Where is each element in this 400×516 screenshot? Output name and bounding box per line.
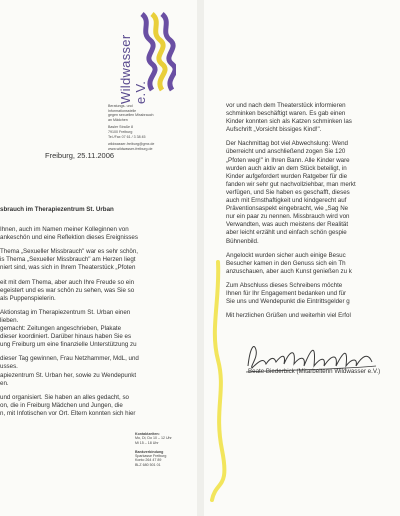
contact-line: Mo, Di, Do 10 – 12 Uhr — [135, 436, 172, 441]
org-address-line: wildwasser-freiburg@gmx.de — [108, 142, 155, 147]
org-address-line: www.wildwasser-freiburg.de — [108, 146, 153, 151]
left-body-line: Ihnen, auch im Namen meiner Kolleginnen von — [0, 226, 129, 234]
signature-caption: Beate Biederbick (Mitarbeiterin Wildwasser e.V.) — [248, 368, 381, 375]
left-body-line: ankeschön und eine Reflektion dieses Ereignisses — [0, 234, 138, 242]
right-body-line: Zum Abschluss dieses Schreibens möchte — [226, 281, 343, 289]
right-body-line: wurden auch aktiv an dem Stück beteiligt, in — [226, 164, 347, 172]
right-body-line: „Pfoten weg!" in Ihren Bann. Alle Kinder ware — [226, 156, 350, 164]
right-body-line: nur ein paar zu nennen. Missbrauch wird von — [226, 213, 350, 221]
org-address-line: Tel./Fax 07 61 / 3 38 45 — [108, 134, 146, 139]
right-body-line: Der Nachmittag bot viel Abwechslung: Wend — [226, 140, 348, 148]
right-body-line: fanden wir sehr gut nachvollziehbar, man merkt — [226, 180, 356, 188]
letter-body-right — [226, 102, 400, 320]
right-body-line: Mit herzlichen Grüßen und weiterhin viel Erfol — [226, 312, 351, 320]
right-body-line: schminken beschäftigt waren. Es gab einen — [226, 110, 346, 118]
right-body-line: überreicht und anschließend zogen Sie 120 — [226, 148, 346, 156]
letter-right-page — [204, 0, 400, 516]
org-address-line: Informationsstelle — [108, 108, 137, 113]
left-body-line: usses. — [0, 363, 18, 371]
logo-wordmark: Wildwasser e.V. — [118, 34, 148, 104]
right-body-line: Kinder aufgefordert wurden Ratgeber für die — [226, 172, 348, 180]
organization-address-block — [108, 104, 194, 151]
left-body-line: niert sind, was sich in Ihrem Theaterstück „Pfoten — [0, 264, 136, 272]
org-address-line: an Mädchen — [108, 117, 128, 122]
left-body-line: Aktionstag im Therapiezentrum St. Urban einen — [0, 308, 131, 316]
left-body-line: eit mit dem Thema, aber auch Ihre Freude so ein — [0, 278, 135, 286]
left-body-line: lieben. — [0, 316, 19, 324]
right-body-line: Besucher kamen in den Genuss sich ein Th — [226, 259, 346, 267]
contact-line: BLZ 680 501 01 — [135, 462, 161, 467]
contact-line: Konto 264 47 89 — [135, 458, 162, 463]
letter-body-left — [0, 206, 197, 418]
left-body-line: dieser Tag gewinnen, Frau Netzhammer, MdL, und — [0, 355, 139, 363]
contact-line: Kontaktzeiten: — [135, 432, 160, 436]
right-body-line: verfügen, und Sie haben es geschafft, dieses — [226, 188, 350, 196]
left-body-line: und organisiert. Sie haben an alles gedacht, so — [0, 393, 129, 401]
left-body-line: dieser koordiniert. Darüber hinaus haben Sie es — [0, 333, 132, 341]
left-body-line: apiezentrum St. Urban her, sowie zu Wendepunkt — [0, 371, 137, 379]
right-body-line: Präventionsaspekt eingebracht, wie „Sag Ne — [226, 205, 349, 213]
right-body-line: Sie uns und Wendepunkt die Eintrittsgelder g — [226, 298, 350, 306]
left-body-line: ung Freiburg um eine finanzielle Unterstützung zu — [0, 341, 137, 349]
left-body-line: als Puppenspielerin. — [0, 294, 56, 302]
right-body-line: Aufschrift „Vorsicht bissiges Kind!". — [226, 126, 322, 134]
left-body-line: n, mit Infotischen vor Ort. Eltern konnten sich hier — [0, 409, 136, 417]
org-address-line: Beratungs- und — [108, 104, 133, 108]
left-body-line: on, die in Freiburg Mädchen und Jungen, die — [0, 401, 123, 409]
contact-line: Mi 15 – 18 Uhr — [135, 440, 159, 445]
left-body-line: is Thema „Sexueller Missbrauch" am Herzen liegt — [0, 256, 136, 264]
left-body-line: en. — [0, 379, 9, 387]
letter-date: Freiburg, 25.11.2006 — [45, 151, 115, 160]
handwritten-signature — [240, 336, 390, 382]
org-address-line: Basler Straße 8 — [108, 125, 133, 130]
left-body-line: Thema „Sexueller Missbrauch" war es sehr schön, — [0, 248, 139, 256]
right-body-line: auch mit Ernsthaftigkeit und kindgerecht auf — [226, 197, 347, 205]
right-body-line: Ihnen für Ihr Engagement bedanken und für — [226, 289, 347, 297]
right-body-line: Bühnenbild. — [226, 237, 259, 245]
left-body-line: sbrauch im Therapiezentrum St. Urban — [0, 206, 114, 213]
letter-left-page — [0, 0, 198, 516]
right-body-line: Angelockt wurden sicher auch einige Besuc — [226, 251, 346, 259]
left-body-line: egeistert und es war schön zu sehen, was Sie so — [0, 286, 135, 294]
contact-line: Sparkasse Freiburg — [135, 454, 167, 459]
left-body-line: gemacht: Zeitungen angeschrieben, Plakate — [0, 325, 122, 333]
org-address-line: gegen sexuellen Missbrauch — [108, 113, 154, 118]
right-body-line: vor und nach dem Theaterstück informieren — [226, 102, 346, 109]
page-gutter — [197, 0, 204, 516]
contact-line: Bankverbindung — [135, 449, 164, 454]
right-body-line: Kinder konnten sich als Katzen schminken las — [226, 118, 352, 126]
right-body-line: anzuschauen, aber auch Kunst genießen zu k — [226, 267, 352, 275]
org-address-line: 79100 Freiburg — [108, 129, 133, 134]
right-body-line: Verwandten, was auch meistens der Realität — [226, 221, 349, 229]
right-body-line: aber leicht erzählt und einfach schön gespie — [226, 229, 347, 237]
contact-block — [135, 432, 195, 467]
